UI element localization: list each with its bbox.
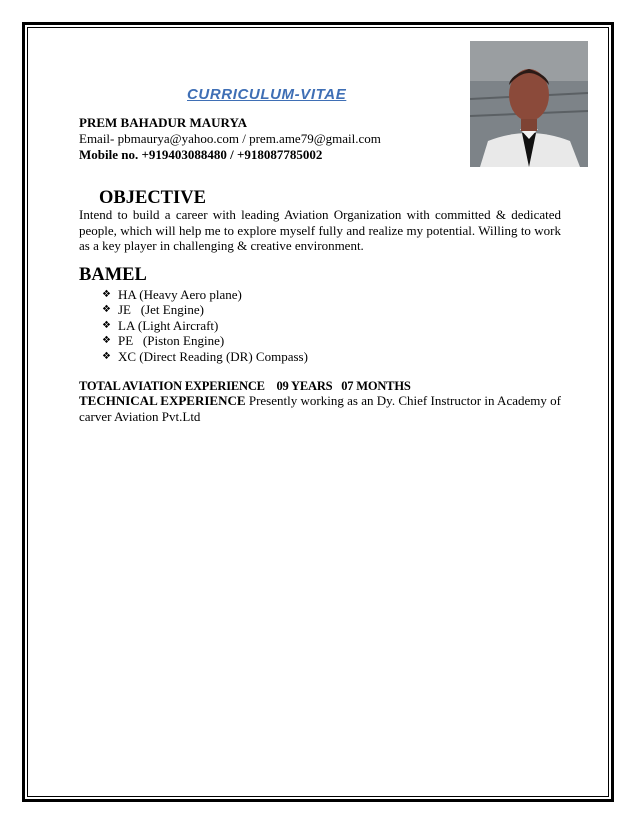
total-experience: TOTAL AVIATION EXPERIENCE 09 YEARS 07 MONTHS <box>79 379 411 393</box>
list-item-text: XC (Direct Reading (DR) Compass) <box>118 348 308 364</box>
diamond-bullet-icon: ❖ <box>102 319 111 331</box>
list-item <box>102 333 308 348</box>
diamond-bullet-icon: ❖ <box>102 289 111 300</box>
objective-heading: OBJECTIVE <box>99 188 206 208</box>
diamond-bullet-icon: ❖ <box>102 335 111 347</box>
objective-text: Intend to build a career with leading Aviation Organization with committed & dedicated people, which will help me to explore myself fully and realize my potential. Willing to work as a key player in challenging & creative environment. <box>79 207 561 253</box>
diamond-bullet-icon: ❖ <box>102 350 111 362</box>
candidate-name: PREM BAHADUR MAURYA <box>79 115 248 130</box>
list-item <box>102 349 308 364</box>
list-item <box>102 318 308 333</box>
email-line: Email- pbmaurya@yahoo.com / prem.ame79@gmail.com <box>79 131 381 146</box>
technical-experience-text: Presently working as an Dy. Chief Instructor in Academy of carver Aviation Pvt.Ltd <box>79 393 561 424</box>
bamel-list <box>102 287 308 364</box>
list-item-text: LA (Light Aircraft) <box>118 317 219 333</box>
diamond-bullet-icon: ❖ <box>102 304 111 316</box>
profile-photo-image <box>470 41 588 167</box>
list-item-text: JE (Jet Engine) <box>118 302 204 318</box>
list-item-text: HA (Heavy Aero plane) <box>118 287 242 302</box>
technical-experience <box>79 393 561 424</box>
profile-photo <box>470 41 588 167</box>
list-item <box>102 287 308 302</box>
bamel-heading: BAMEL <box>79 265 147 285</box>
technical-experience-label: TECHNICAL EXPERIENCE <box>79 393 246 408</box>
mobile-line: Mobile no. +919403088480 / +918087785002 <box>79 147 323 162</box>
list-item <box>102 302 308 317</box>
cv-title: CURRICULUM-VITAE <box>187 86 347 103</box>
list-item-text: PE (Piston Engine) <box>118 333 225 349</box>
